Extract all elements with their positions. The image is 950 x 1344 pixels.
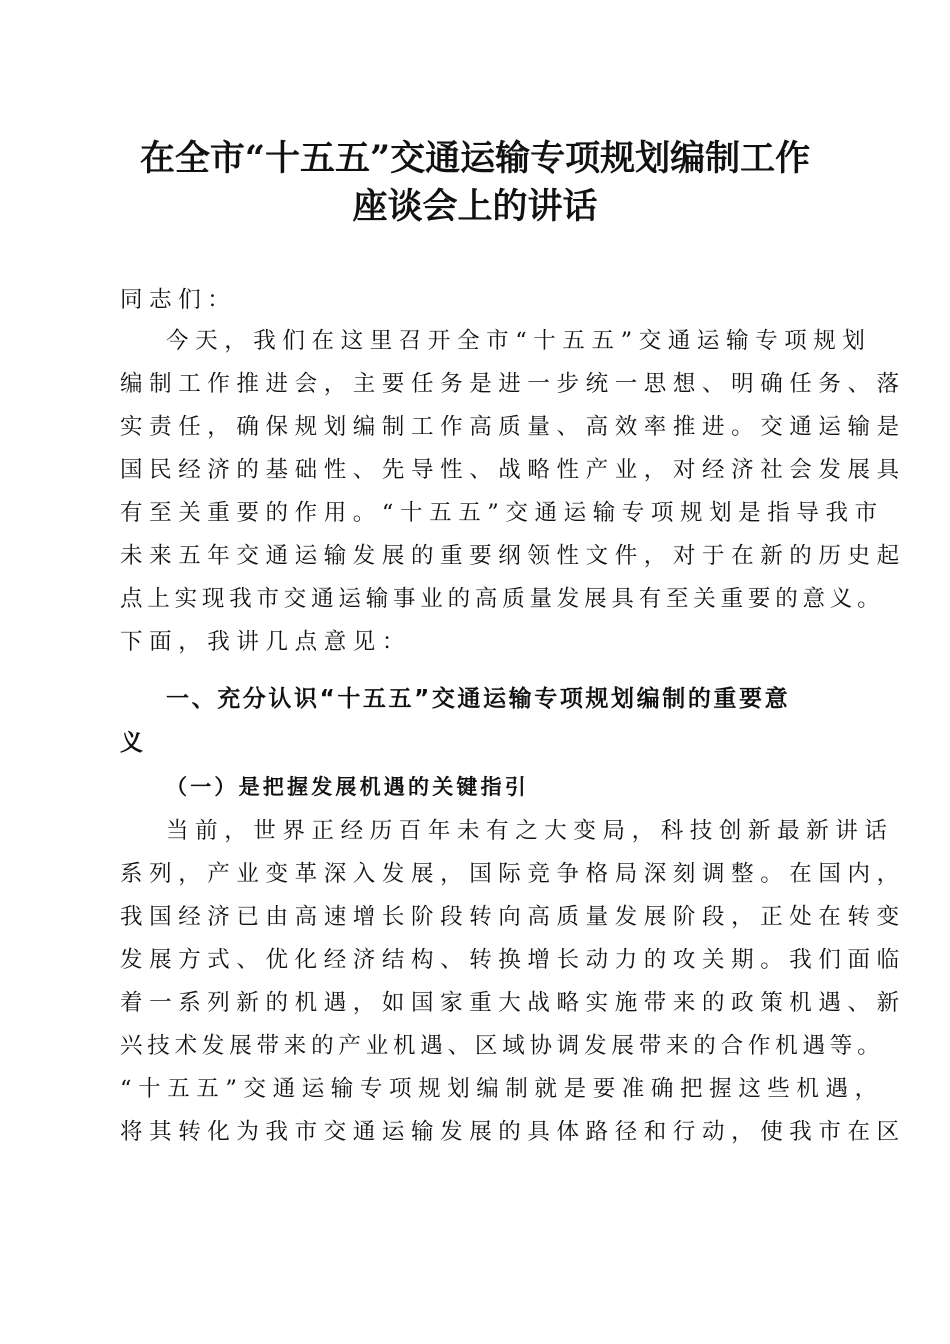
intro-paragraph-line: 编制工作推进会，主要任务是进一步统一思想、明确任务、落 [120,371,906,397]
subsection-heading: （一）是把握发展机遇的关键指引 [166,774,529,799]
intro-paragraph-line: 国民经济的基础性、先导性、战略性产业，对经济社会发展具 [120,457,906,483]
body-paragraph-line: 发展方式、优化经济结构、转换增长动力的攻关期。我们面临 [120,947,906,973]
intro-paragraph-line: 未来五年交通运输发展的重要纲领性文件，对于在新的历史起 [120,543,906,569]
document-title-line-2: 座谈会上的讲话 [352,186,598,227]
section-heading-line-2: 义 [120,730,146,756]
section-heading-line-1: 一、充分认识“十五五”交通运输专项规划编制的重要意 [166,686,791,712]
intro-paragraph-line: 有至关重要的作用。“十五五”交通运输专项规划是指导我市 [120,500,884,526]
intro-paragraph-line: 下面，我讲几点意见： [120,629,412,655]
intro-paragraph-line: 点上实现我市交通运输事业的高质量发展具有至关重要的意义。 [120,586,885,612]
intro-paragraph-line: 实责任，确保规划编制工作高质量、高效率推进。交通运输是 [120,414,906,440]
document-title-line-1: 在全市“十五五”交通运输专项规划编制工作 [139,138,811,179]
body-paragraph-line: 着一系列新的机遇，如国家重大战略实施带来的政策机遇、新 [120,990,906,1016]
body-paragraph-line: 我国经济已由高速增长阶段转向高质量发展阶段，正处在转变 [120,904,906,930]
body-paragraph-line: 当前，世界正经历百年未有之大变局，科技创新最新讲话 [166,818,894,844]
intro-paragraph-line: 今天，我们在这里召开全市“十五五”交通运输专项规划 [166,328,872,354]
body-paragraph-line: 将其转化为我市交通运输发展的具体路径和行动，使我市在区 [120,1119,906,1145]
body-paragraph-line: 兴技术发展带来的产业机遇、区域协调发展带来的合作机遇等。 [120,1033,885,1059]
body-paragraph-line: 系列，产业变革深入发展，国际竞争格局深刻调整。在国内， [120,861,906,887]
body-paragraph-line: “十五五”交通运输专项规划编制就是要准确把握这些机遇， [120,1076,884,1102]
salutation: 同志们： [120,287,237,313]
